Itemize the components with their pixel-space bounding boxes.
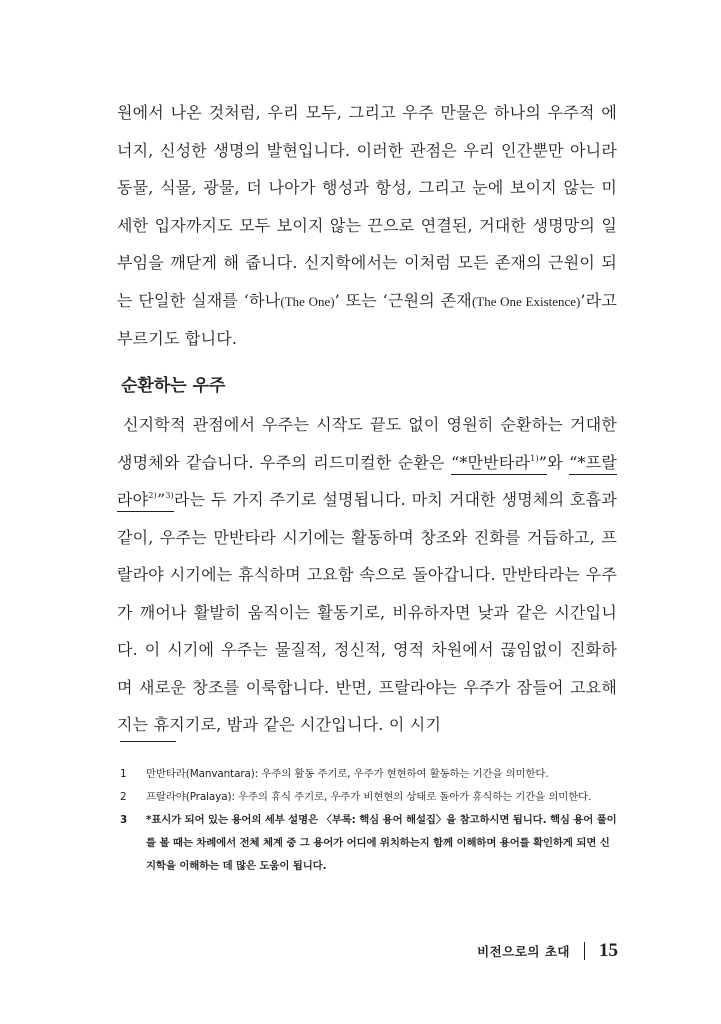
english-term-the-one: (The One) (280, 293, 335, 309)
term-close-quote: ” (156, 490, 166, 509)
term-close-quote: ” (538, 452, 548, 472)
footnote-text: 프랄라야(Pralaya): 우주의 휴식 주기로, 우주가 비현현의 상태로 돌아가 휴식하는 기간을 의미한다. (146, 791, 592, 803)
paragraph-text: ’라고 부르기도 합니다. (117, 290, 617, 348)
paragraph-text: 라는 두 가지 주기로 설명됩니다. 마치 거대한 생명체의 호흡과 같이, 우주는 만반타라 시기에는 활동하며 창조와 진화를 거듭하고, 프랄라야 시기에는 휴식하며 고요함 속으로 돌아갑니다. 만반타라는 우주가 깨어나 활발히 움직이는 활동기로, 비유하자면 낮과 같은 시간입니다. 이 시기에 우주는 물질적, 정신적, 영적 차원에서 끊임없이 진화하며 새로운 창조를 이룩합니다. 반면, 프랄라야는 우주가 잠들어 고요해지는 휴지기로, 밤과 같은 시간입니다. 이 시기 (117, 490, 617, 734)
page-footer (477, 940, 618, 962)
section-heading: 순환하는 우주 (121, 376, 226, 396)
paragraph-text: 원에서 나온 것처럼, 우리 모두, 그리고 우주 만물은 하나의 우주적 에너지, 신성한 생명의 발현입니다. 이러한 관점은 우리 인간뿐만 아니라 동물, 식물, 광물, 더 나아가 행성과 항성, 그리고 눈에 보이지 않는 미세한 입자까지도 모두 보이지 않는 끈으로 연결된, 거대한 생명망의 일부임을 깨닫게 해 줍니다. 신지학에서는 이처럼 모든 존재의 근원이 되는 단일한 실재를 ‘하나 (117, 103, 617, 310)
paragraph-text: 와 (547, 452, 570, 472)
glossary-term-manvantara[interactable] (451, 453, 547, 475)
footnote-3 (120, 809, 618, 878)
footnote-ref-3[interactable]: 3) (165, 491, 174, 500)
running-title: 비전으로의 초대 (477, 944, 570, 959)
footer-separator (584, 942, 585, 960)
footnote-1 (120, 763, 618, 786)
footnote-number: 3 (120, 814, 128, 826)
footnote-number: 2 (120, 791, 127, 803)
term-label: “*프랄라야 (117, 452, 617, 509)
paragraph-text: ’ 또는 ‘근원의 존재 (334, 290, 472, 310)
term-label: “*만반타라 (450, 452, 531, 472)
footnote-2 (120, 786, 618, 809)
footnote-text: *표시가 되어 있는 용어의 세부 설명은 〈부록: 핵심 용어 해설집〉을 참고하시면 됩니다. 핵심 용어 풀이를 볼 때는 차례에서 전체 체계 중 그 용어가 어디에 위치하는지 함께 이해하며 용어를 확인하게 되면 신지학을 이해하는 데 많은 도움이 됩니다. (146, 814, 617, 872)
body-paragraph-intro (117, 94, 617, 358)
footnotes (120, 763, 618, 878)
body-paragraph-cycle (117, 406, 617, 744)
footnote-text: 만반타라(Manvantara): 우주의 활동 주기로, 우주가 현현하여 활동하는 기간을 의미한다. (146, 768, 549, 780)
footnote-ref-2[interactable]: 2) (148, 491, 157, 500)
footnote-ref-1[interactable]: 1) (530, 453, 539, 463)
english-term-the-one-existence: (The One Existence) (471, 293, 581, 309)
footnote-divider (120, 741, 176, 742)
paragraph-text: 신지학적 관점에서 우주는 시작도 끝도 없이 영원히 순환하는 거대한 생명체와 같습니다. 우주의 리드미컬한 순환은 (117, 415, 617, 472)
footnote-number: 1 (120, 768, 127, 780)
page-number: 15 (599, 940, 618, 961)
